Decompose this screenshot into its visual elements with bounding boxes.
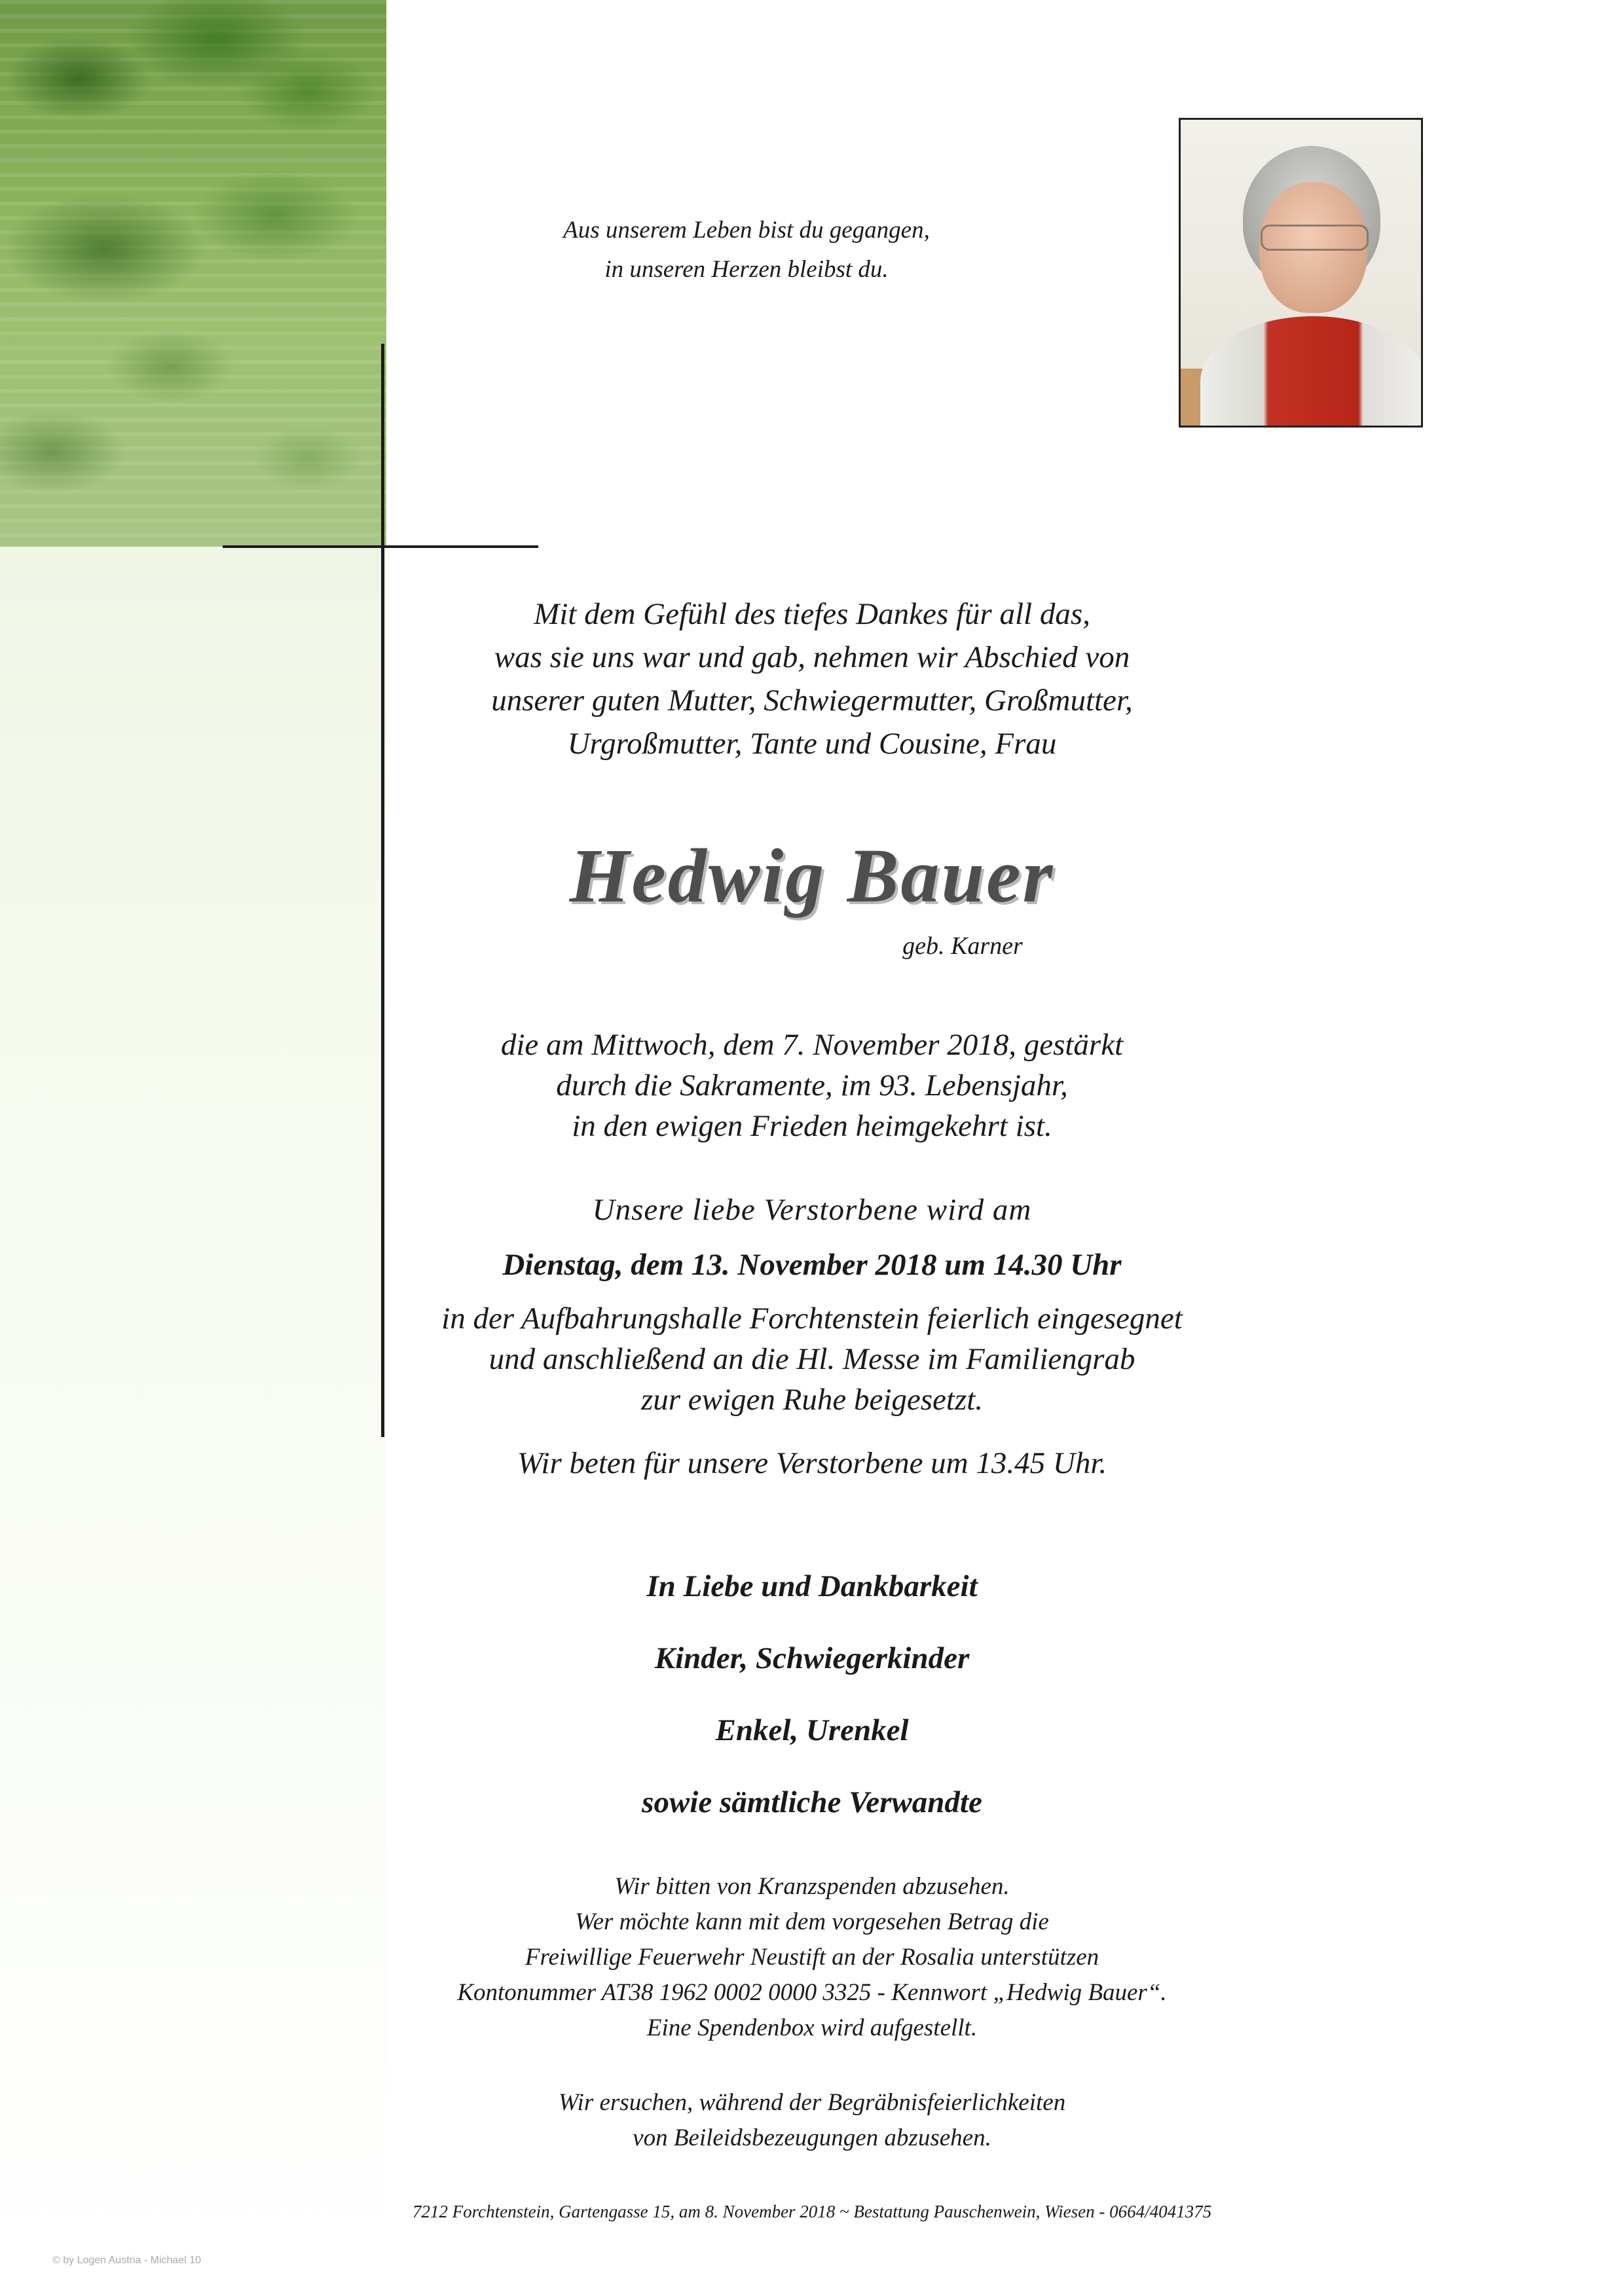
service-place-line: in der Aufbahrungshalle Forchtenstein feierlich eingesegnet <box>441 1302 1183 1336</box>
motto-line: in unseren Herzen bleibst du. <box>604 256 889 283</box>
footer-address: 7212 Forchtenstein, Gartengasse 15, am 8. November 2018 ~ Bestattung Pauschenwein, Wiesen - 0664/4041375 <box>412 2202 1212 2221</box>
service-intro: Unsere liebe Verstorbene wird am <box>592 1193 1032 1227</box>
service-place-line: und anschließend an die Hl. Messe im Familiengrab <box>489 1342 1135 1376</box>
mourners-list <box>0 1550 1624 1838</box>
motto <box>563 211 930 289</box>
service-date: Dienstag, dem 13. November 2018 um 14.30 Uhr <box>502 1248 1122 1282</box>
donation-line: Freiwillige Feuerwehr Neustift an der Rosalia unterstützen <box>525 1944 1099 1971</box>
cross-horizontal-bar <box>223 545 538 548</box>
death-notice-line: in den ewigen Frieden heimgekehrt ist. <box>572 1109 1052 1143</box>
donation-line: Eine Spendenbox wird aufgestellt. <box>646 2014 978 2041</box>
condolence-line: von Beileidsbezeugungen abzusehen. <box>633 2124 991 2151</box>
maiden-name: geb. Karner <box>902 932 1023 960</box>
image-credit: © by Logen Austria - Michael 10 <box>52 2255 202 2266</box>
donation-line: Wir bitten von Kranzspenden abzusehen. <box>614 1873 1010 1900</box>
intro-line: was sie uns war und gab, nehmen wir Abschied von <box>494 640 1130 674</box>
deceased-portrait <box>1179 118 1423 428</box>
death-notice-line: durch die Sakramente, im 93. Lebensjahr, <box>556 1068 1068 1102</box>
portrait-glasses <box>1261 225 1369 251</box>
intro-line: Urgroßmutter, Tante und Cousine, Frau <box>567 727 1057 761</box>
condolence-line: Wir ersuchen, während der Begräbnisfeierlichkeiten <box>558 2089 1066 2116</box>
donation-request <box>0 1869 1624 2046</box>
deceased-name: Hedwig Bauer <box>569 833 1055 919</box>
mourner-line: Enkel, Urenkel <box>715 1713 909 1747</box>
mourner-line: Kinder, Schwiegerkinder <box>654 1641 970 1675</box>
intro-line: unserer guten Mutter, Schwiegermutter, Großmutter, <box>491 683 1133 718</box>
motto-line: Aus unserem Leben bist du gegangen, <box>563 217 930 244</box>
service-place <box>0 1298 1624 1420</box>
decorative-nature-photo <box>0 0 386 547</box>
condolence-request <box>0 2085 1624 2156</box>
donation-line: Kontonummer AT38 1962 0002 0000 3325 - Kennwort „Hedwig Bauer“. <box>457 1979 1167 2006</box>
donation-line: Wer möchte kann mit dem vorgesehen Betrag die <box>575 1908 1049 1935</box>
service-place-line: zur ewigen Ruhe beigesetzt. <box>640 1383 984 1417</box>
death-notice-line: die am Mittwoch, dem 7. November 2018, gestärkt <box>500 1028 1124 1062</box>
mourner-line: In Liebe und Dankbarkeit <box>646 1569 978 1603</box>
portrait-body <box>1200 316 1423 428</box>
mourner-line: sowie sämtliche Verwandte <box>642 1785 982 1819</box>
prayer-time: Wir beten für unsere Verstorbene um 13.45 Uhr. <box>517 1446 1107 1480</box>
intro-line: Mit dem Gefühl des tiefes Dankes für all das, <box>534 597 1090 631</box>
death-notice <box>0 1025 1624 1146</box>
farewell-intro <box>0 592 1624 765</box>
